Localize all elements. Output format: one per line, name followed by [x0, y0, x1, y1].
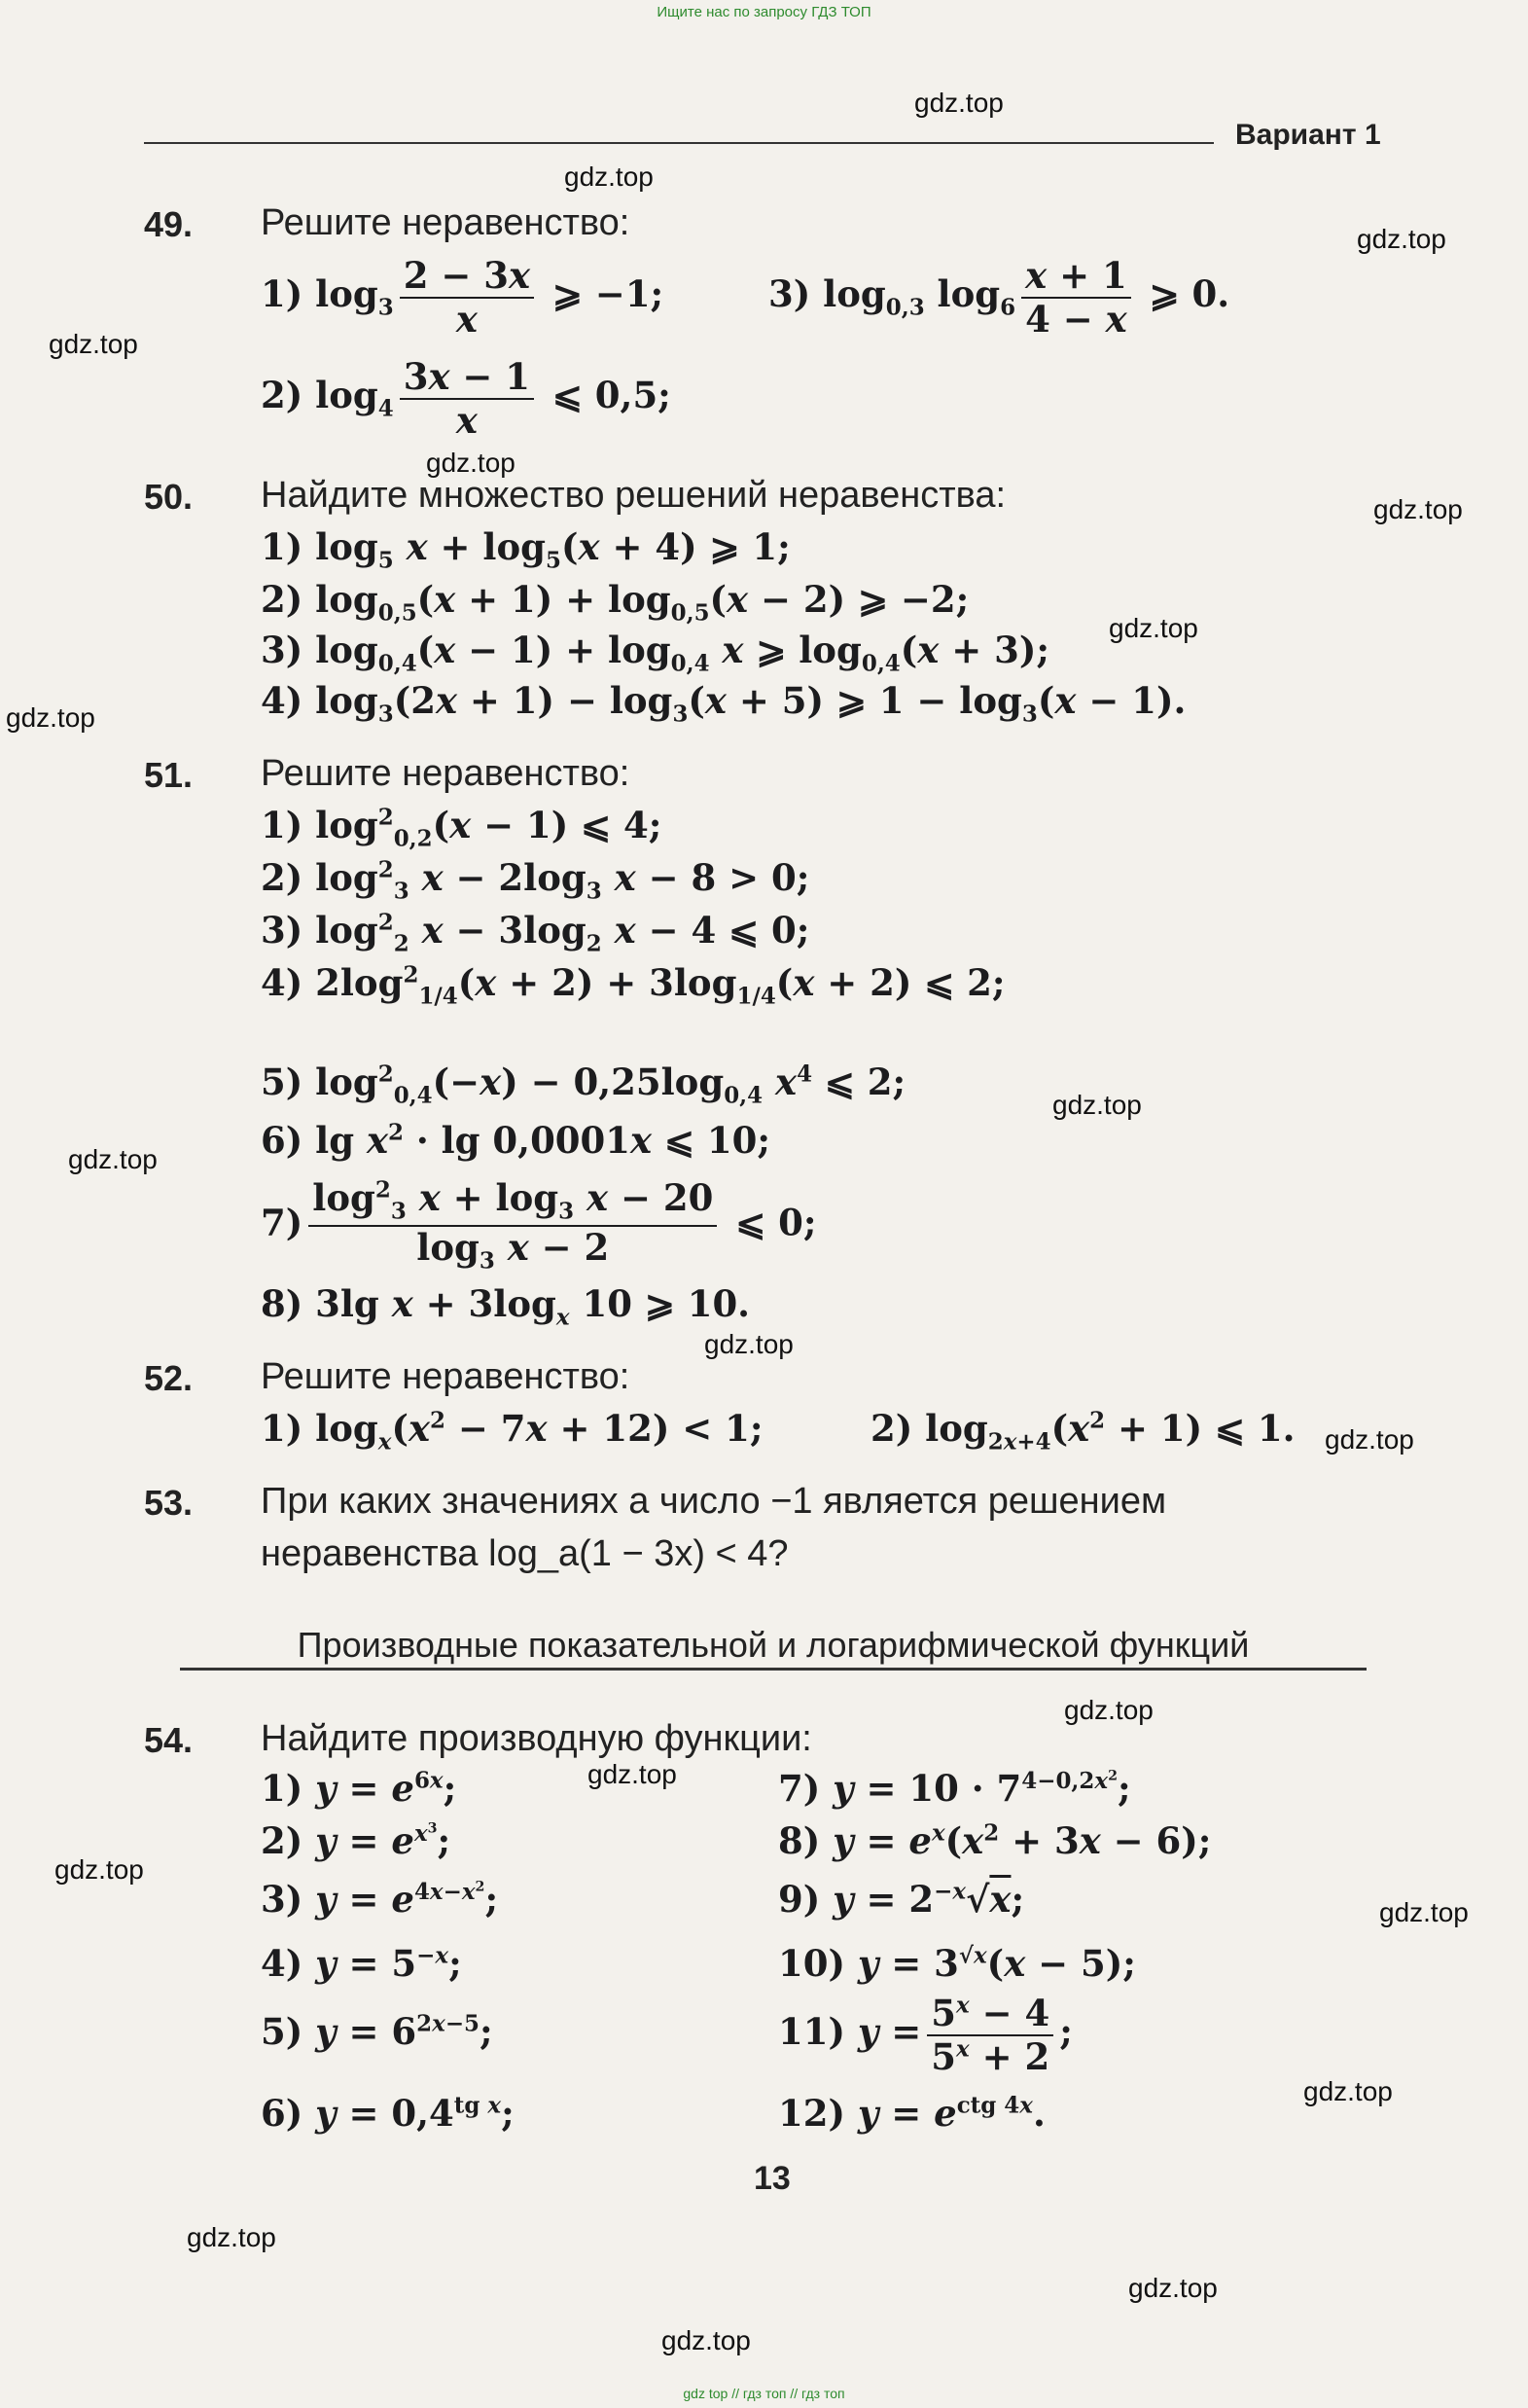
problem-number: 51.: [144, 755, 194, 795]
watermark: gdz.top: [1109, 613, 1198, 643]
exercise: 8) $y = e^x(x^2 + 3x - 6)$;: [778, 1819, 1212, 1862]
exercise: 1) $\log_x(x^2 - 7x + 12) < 1$;: [261, 1407, 764, 1456]
watermark: gdz.top: [1128, 2273, 1218, 2303]
exercise: 6) $\lg x^2 \cdot \lg 0,0001x$ ⩽ 10;: [261, 1119, 771, 1162]
exercise: 5) $y = 6^{2x-5}$;: [261, 2010, 493, 2053]
problem-number: 49.: [144, 204, 194, 244]
watermark: gdz.top: [914, 88, 1004, 118]
header-rule: [144, 142, 1214, 144]
problem-number: 52.: [144, 1358, 194, 1398]
problem-number: 54.: [144, 1720, 194, 1760]
watermark: gdz.top: [564, 162, 654, 192]
exercise: 10) $y = 3^{√x}(x - 5)$;: [778, 1942, 1136, 1985]
exercise: 11) y = $\frac{5^x - 4}{5^x + 2}$ ;: [778, 1992, 1073, 2078]
watermark: gdz.top: [426, 448, 515, 478]
watermark: gdz.top: [661, 2325, 751, 2355]
watermark: gdz.top: [1373, 494, 1463, 524]
watermark: gdz.top: [1357, 224, 1446, 254]
page-number: 13: [754, 2160, 791, 2197]
problem-title: Решите неравенство:: [261, 753, 630, 794]
exercise: 9) $y = 2^{-x}√x$;: [778, 1878, 1025, 1921]
top-banner-link[interactable]: Ищите нас по запросу ГДЗ ТОП: [657, 4, 871, 20]
problem-title: Найдите производную функции:: [261, 1718, 812, 1759]
section-title: Производные показательной и логарифмической функций: [180, 1625, 1367, 1671]
watermark: gdz.top: [49, 329, 138, 359]
watermark: gdz.top: [1303, 2076, 1393, 2106]
variant-label: Вариант 1: [1235, 119, 1381, 151]
watermark: gdz.top: [1379, 1897, 1469, 1927]
exercise: 4) $y = 5^{-x}$;: [261, 1942, 462, 1985]
exercise: 7) $y = 10 \cdot 7^{4-0,2x^2}$;: [778, 1767, 1131, 1810]
problem-title-continued: неравенства log_a(1 − 3x) < 4?: [261, 1533, 789, 1574]
watermark: gdz.top: [587, 1759, 677, 1789]
exercise: 2) $\log_{2x+4}(x^2 + 1)$ ⩽ 1.: [871, 1407, 1296, 1456]
watermark: gdz.top: [68, 1144, 158, 1174]
problem-title: Решите неравенство:: [261, 202, 630, 243]
exercise: 8) 3lg $x + 3\log_x$ 10 ⩾ 10.: [261, 1282, 751, 1331]
watermark: gdz.top: [6, 702, 95, 733]
watermark: gdz.top: [1064, 1695, 1154, 1725]
exercise: 2) $y = e^{x^3}$;: [261, 1819, 451, 1862]
exercise: 3) $\log_{0,4}(x - 1) + \log_{0,4} x$ ⩾ $\log_{0,4}(x + 3)$;: [261, 629, 1050, 677]
exercise: 2) $\log^2_3 x - 2\log_3$ x − 8 > 0;: [261, 856, 810, 905]
exercise: 5) $\log^2_{0,4}(-x) - 0,25\log_{0,4}$ $x^4$ ⩽ 2;: [261, 1060, 906, 1109]
bottom-links[interactable]: gdz top // гдз топ // гдз топ: [683, 2386, 845, 2401]
problem-title: Решите неравенство:: [261, 1356, 630, 1397]
watermark: gdz.top: [54, 1854, 144, 1885]
exercise: 1) $\log_5 x + \log_5(x + 4)$ ⩾ 1;: [261, 525, 791, 574]
exercise: 1) $y = e^{6x}$;: [261, 1767, 457, 1810]
exercise: 3) $\log^2_2 x - 3\log_2$ x − 4 ⩽ 0;: [261, 909, 810, 957]
problem-title: При каких значениях a число −1 является решением: [261, 1481, 1167, 1522]
exercise: 1) $\log_3$ $\frac{2 - 3x}{x}$ ⩾ −1;: [261, 254, 664, 341]
watermark: gdz.top: [1052, 1090, 1142, 1120]
watermark: gdz.top: [704, 1329, 794, 1359]
problem-title: Найдите множество решений неравенства:: [261, 475, 1007, 516]
watermark: gdz.top: [1325, 1424, 1414, 1455]
problem-number: 50.: [144, 477, 194, 517]
exercise: 2) $\log_{0,5}(x + 1) + \log_{0,5}(x - 2)$ ⩾ −2;: [261, 578, 970, 627]
exercise: 4) $2\log^2_{1/4}(x + 2) + 3\log_{1/4}(x + 2)$ ⩽ 2;: [261, 961, 1006, 1010]
exercise: 2) $\log_4$ $\frac{3x - 1}{x}$ ⩽ 0,5;: [261, 355, 671, 442]
exercise: 12) $y = e^{ctg 4x}$.: [778, 2092, 1046, 2135]
exercise: 6) $y = 0,4^{tg x}$;: [261, 2092, 515, 2135]
exercise: 3) $y = e^{4x-x^2}$;: [261, 1878, 499, 1921]
watermark: gdz.top: [187, 2222, 276, 2252]
exercise: 4) $\log_3(2x + 1) - \log_3(x + 5)$ ⩾ $1 - \log_3(x - 1)$.: [261, 679, 1187, 728]
exercise: 7) $\frac{\log^2_3 x + \log_3 x - 20}{\log_3 x - 2}$ ⩽ 0;: [261, 1176, 817, 1275]
exercise: 1) $\log^2_{0,2}(x - 1)$ ⩽ 4;: [261, 804, 662, 852]
exercise: 3) $\log_{0,3} \log_6$ $\frac{x + 1}{4 - x}$ ⩾ 0.: [768, 254, 1230, 341]
problem-number: 53.: [144, 1483, 194, 1523]
